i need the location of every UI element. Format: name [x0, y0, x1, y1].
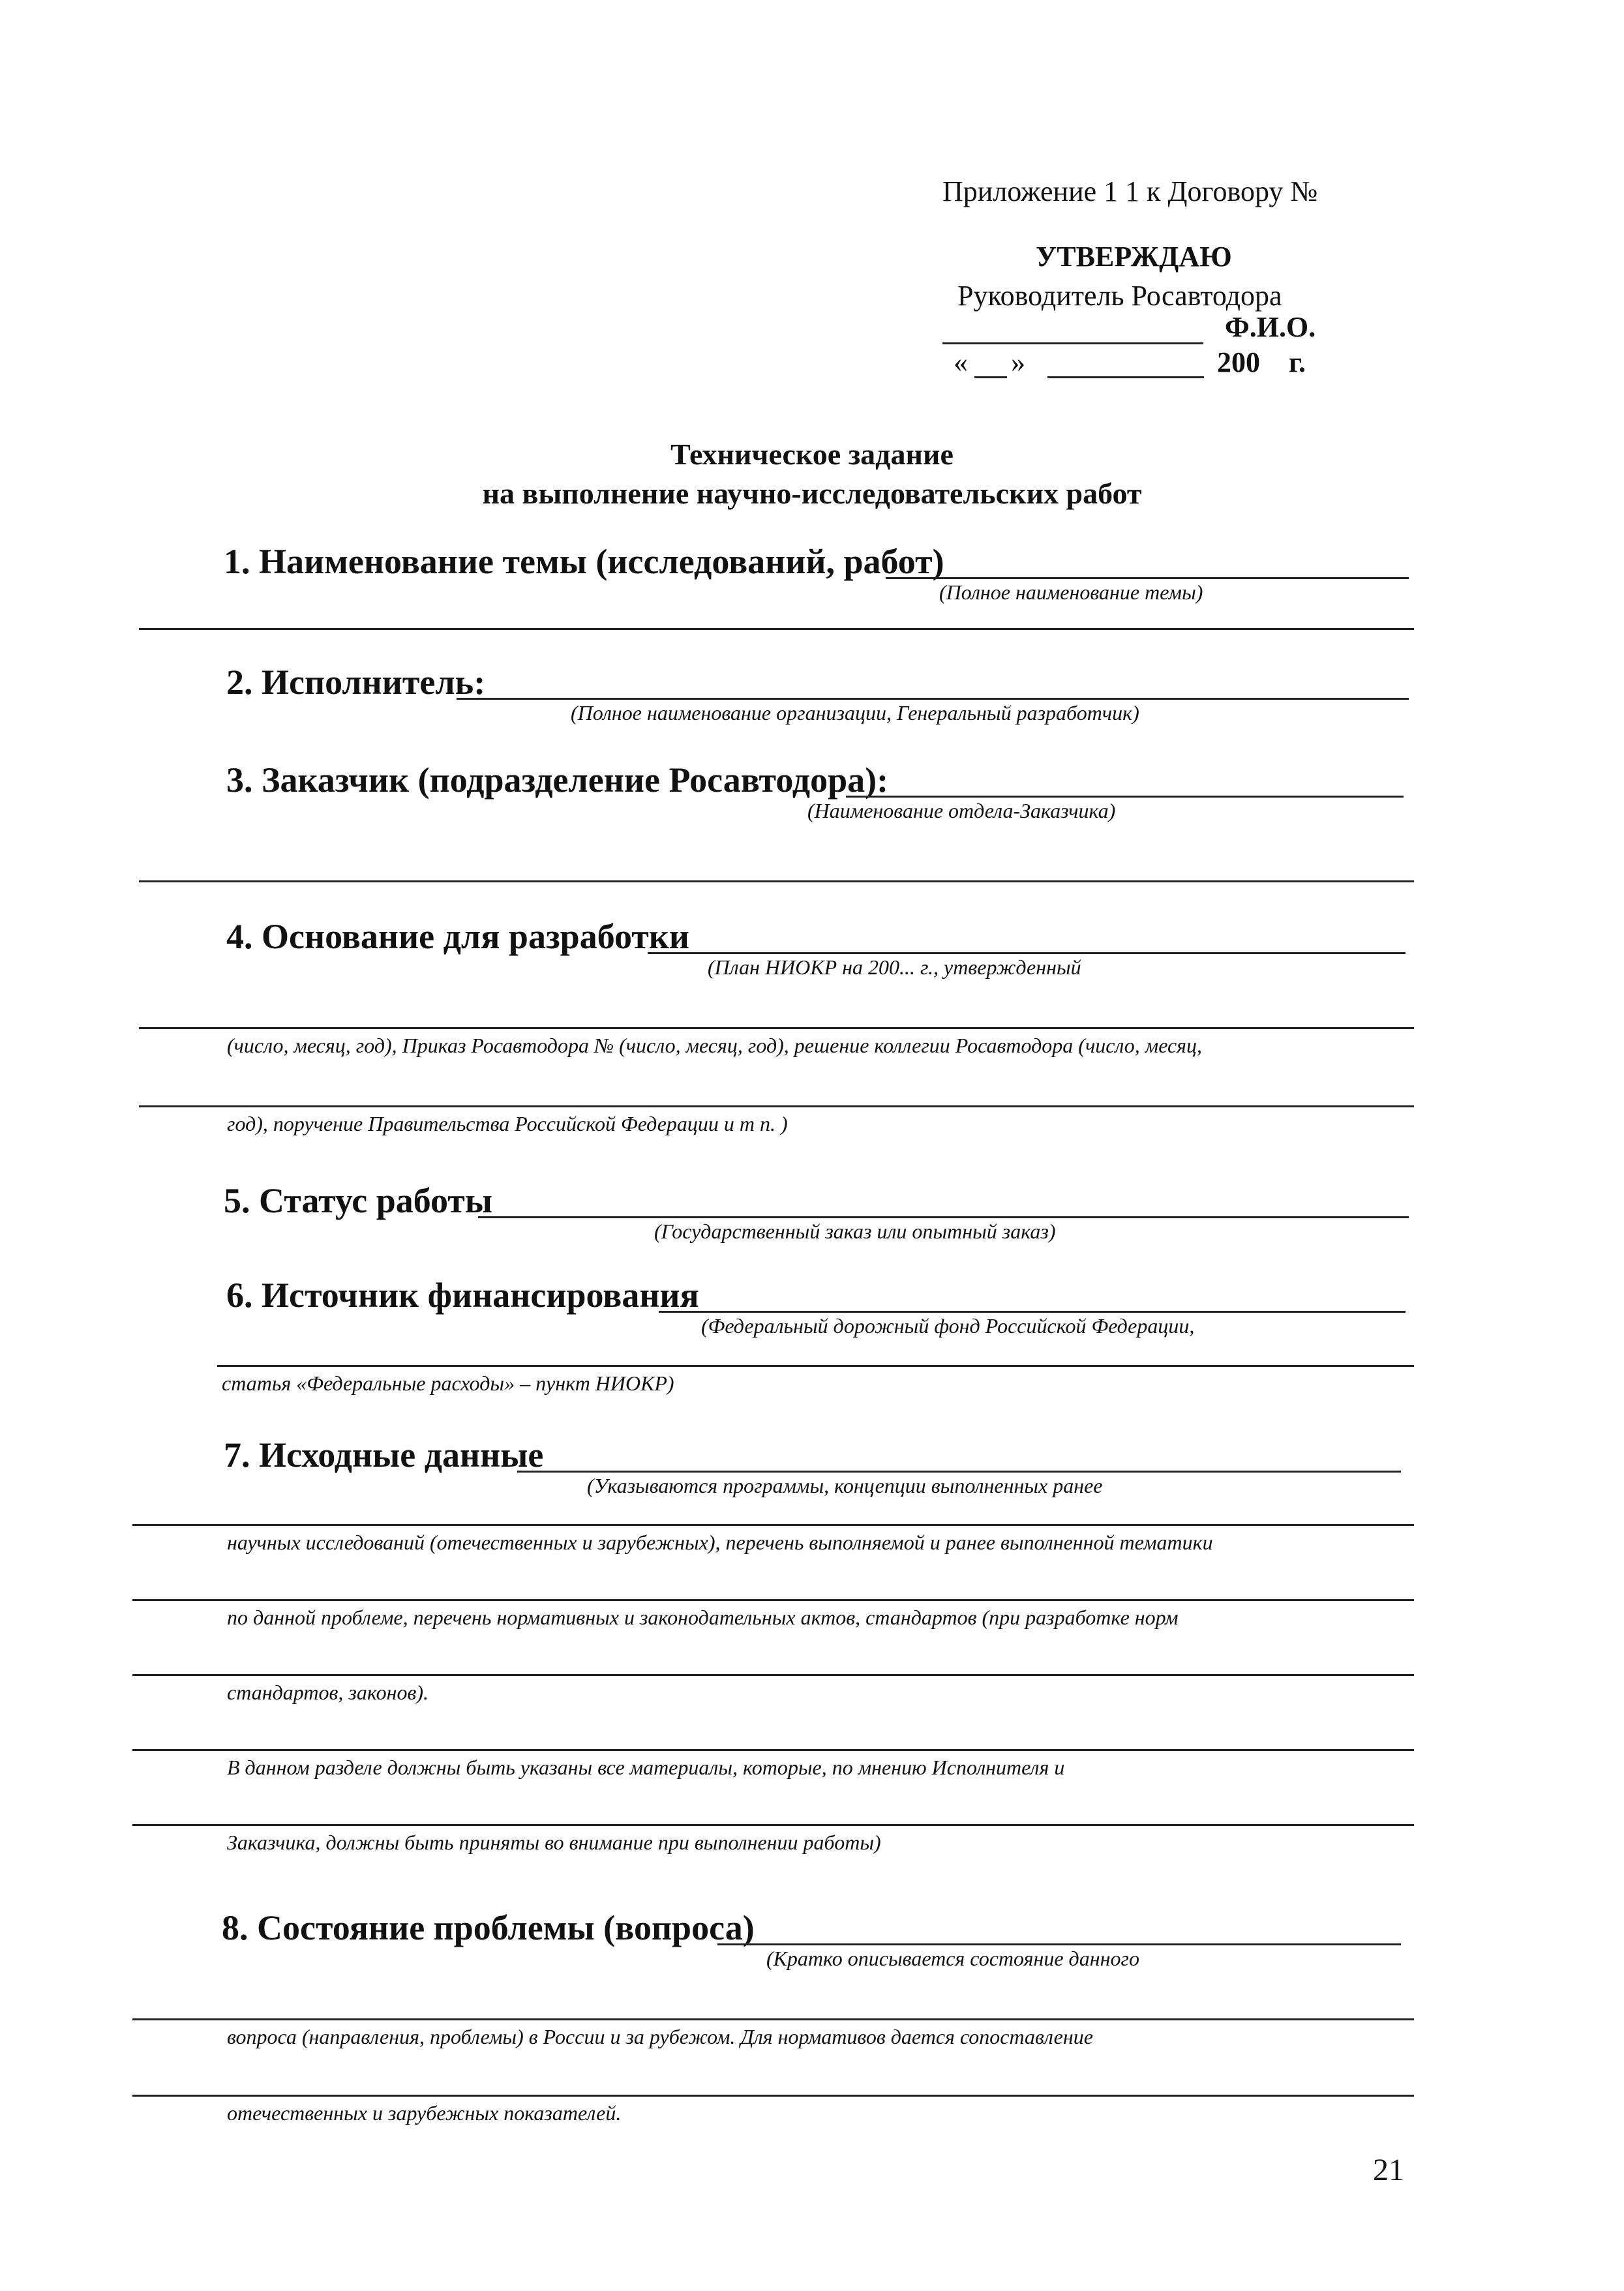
- section-5-label: 5. Статус работы: [224, 1181, 492, 1220]
- section-8-hint-3: отечественных и зарубежных показателей.: [227, 2101, 622, 2125]
- section-7-label: 7. Исходные данные: [224, 1435, 544, 1475]
- approve-stamp: УТВЕРЖДАЮ: [1036, 241, 1232, 273]
- section-7-line-3: [132, 1674, 1414, 1676]
- section-7-line-4: [132, 1749, 1414, 1751]
- section-8-hint-2: вопроса (направления, проблемы) в России и за рубежом. Для нормативов дается сопоставление: [227, 2025, 1093, 2048]
- section-7-hint-5: В данном разделе должны быть указаны все материалы, которые, по мнению Исполнителя и: [227, 1756, 1065, 1779]
- section-7-hint-6: Заказчика, должны быть приняты во внимание при выполнении работы): [227, 1831, 881, 1854]
- section-5-field: [478, 1216, 1409, 1218]
- section-4-hint-2: (число, месяц, год), Приказ Росавтодора № (число, месяц, год), решение коллегии Росавтодора (число, месяц,: [227, 1034, 1203, 1057]
- section-7-hint-1: (Указываются программы, концепции выполненных ранее: [587, 1474, 1103, 1497]
- section-7-hint-3: по данной проблеме, перечень нормативных и законодательных актов, стандартов (при разработке норм: [227, 1606, 1179, 1629]
- section-8-field: [717, 1943, 1401, 1945]
- section-7-line-2: [132, 1599, 1414, 1601]
- section-1-label: 1. Наименование темы (исследований, работ): [224, 542, 944, 581]
- date-quote-open: «: [954, 346, 968, 378]
- month-line: [1047, 376, 1204, 378]
- section-2-hint: (Полное наименование организации, Генеральный разработчик): [571, 701, 1139, 725]
- day-line: [974, 376, 1007, 378]
- section-3-hint: (Наименование отдела-Заказчика): [807, 799, 1116, 822]
- approver-position: Руководитель Росавтодора: [957, 280, 1282, 312]
- signature-line: [942, 342, 1203, 344]
- section-4-field: [648, 952, 1406, 954]
- approver-fio: Ф.И.О.: [1225, 311, 1316, 343]
- section-6-hint-2: статья «Федеральные расходы» – пункт НИОКР): [222, 1371, 674, 1395]
- date-quote-close: »: [1011, 346, 1025, 378]
- section-3-label: 3. Заказчик (подразделение Росавтодора):: [226, 760, 889, 800]
- section-6-line-1: [217, 1365, 1414, 1367]
- section-1-field: [886, 577, 1409, 579]
- section-4-hint-3: год), поручение Правительства Российской Федерации и т п. ): [227, 1112, 788, 1135]
- section-1-line: [139, 628, 1414, 630]
- section-8-label: 8. Состояние проблемы (вопроса): [222, 1908, 755, 1947]
- section-4-line-1: [139, 1027, 1414, 1029]
- section-4-label: 4. Основание для разработки: [226, 917, 690, 956]
- section-4-hint-1: (План НИОКР на 200... г., утвержденный: [708, 955, 1081, 979]
- section-6-field: [659, 1311, 1406, 1313]
- date-year-suffix: г.: [1289, 346, 1306, 378]
- section-6-hint-1: (Федеральный дорожный фонд Российской Федерации,: [701, 1314, 1195, 1338]
- doc-subtitle: на выполнение научно-исследовательских работ: [482, 477, 1142, 510]
- date-year: 200: [1217, 346, 1260, 378]
- section-5-hint: (Государственный заказ или опытный заказ): [654, 1220, 1056, 1243]
- section-3-line: [139, 880, 1414, 882]
- section-1-hint: (Полное наименование темы): [939, 580, 1203, 604]
- section-6-label: 6. Источник финансирования: [226, 1276, 699, 1315]
- doc-title: Техническое задание: [670, 438, 954, 471]
- section-4-line-2: [139, 1105, 1414, 1107]
- section-2-field: [457, 698, 1409, 700]
- section-7-line-5: [132, 1824, 1414, 1826]
- section-7-field: [517, 1471, 1401, 1473]
- section-7-hint-2: научных исследований (отечественных и зарубежных), перечень выполняемой и ранее выполненной тематики: [227, 1531, 1213, 1554]
- section-7-line-1: [132, 1524, 1414, 1526]
- section-3-field: [846, 796, 1404, 798]
- section-8-line-1: [132, 2018, 1414, 2020]
- section-7-hint-4: стандартов, законов).: [227, 1681, 429, 1704]
- page-number: 21: [1373, 2153, 1404, 2187]
- section-2-label: 2. Исполнитель:: [226, 663, 486, 702]
- appendix-line: Приложение 1 1 к Договору №: [942, 175, 1318, 207]
- section-8-hint-1: (Кратко описывается состояние данного: [766, 1947, 1139, 1970]
- section-8-line-2: [132, 2095, 1414, 2097]
